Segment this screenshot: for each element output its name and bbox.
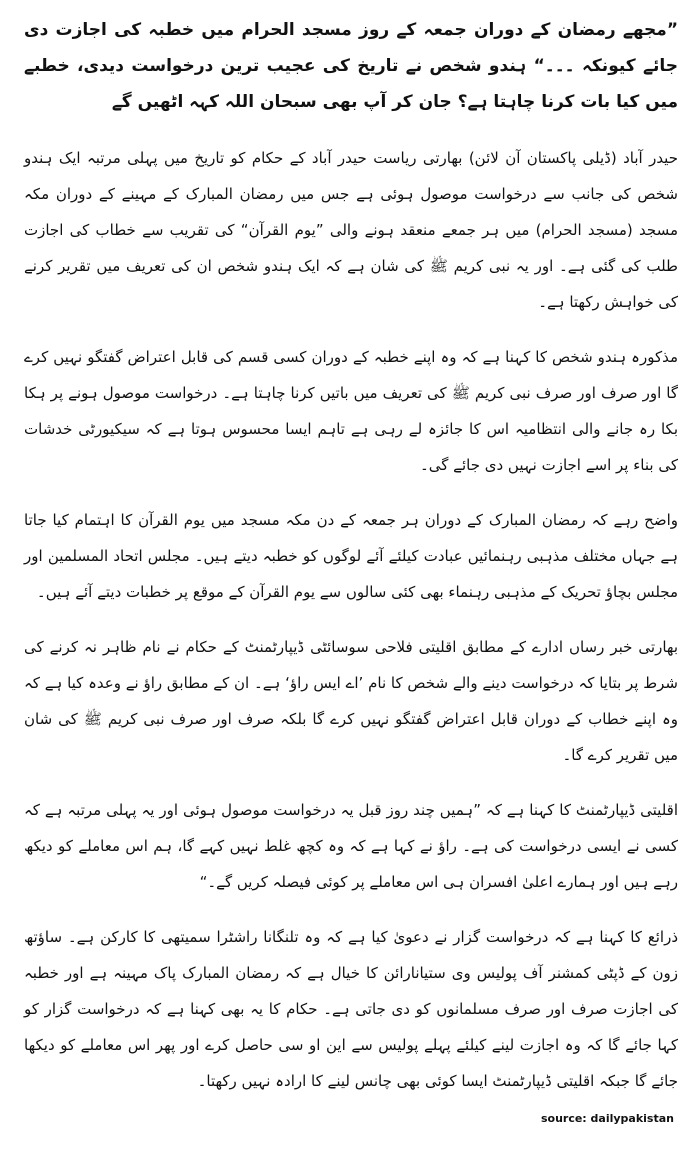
article-paragraph: بھارتی خبر رساں ادارے کے مطابق اقلیتی فلاحی سوسائٹی ڈیپارٹمنٹ کے حکام نے نام ظاہر نہ کرنے کی شرط پر بتایا کہ درخواست دینے والے شخص کا نام ’اے ایس راؤ‘ ہے۔ ان کے مطابق راؤ نے وعدہ کیا ہے کہ وہ اپنے خطاب کے دوران قابل اعتراض گفتگو نہیں کرے گا بلکہ صرف اور صرف نبی کریم ﷺ کی شان میں تقریر کرے گا۔ <box>24 638 678 764</box>
article-paragraph: اقلیتی ڈیپارٹمنٹ کا کہنا ہے کہ ”ہمیں چند روز قبل یہ درخواست موصول ہوئی اور یہ پہلی مرتبہ ہے کہ کسی نے ایسی درخواست کی ہے۔ راؤ نے کہا ہے کہ وہ کچھ غلط نہیں کہے گا، ہم اس معاملے کو دیکھ رہے ہیں اور ہمارے اعلیٰ افسران ہی اس معاملے پر کوئی فیصلہ کریں گے۔“ <box>24 801 678 891</box>
article-headline: ”مجھے رمضان کے دوران جمعہ کے روز مسجد الحرام میں خطبہ کی اجازت دی جائے کیونکہ ۔۔۔“ ہندو شخص نے تاریخ کی عجیب ترین درخواست دیدی، خطبے میں کیا بات کرنا چاہتا ہے؟ جان کر آپ بھی سبحان اللہ کہہ اٹھیں گے <box>24 20 678 112</box>
article-paragraph: مذکورہ ہندو شخص کا کہنا ہے کہ وہ اپنے خطبہ کے دوران کسی قسم کی قابل اعتراض گفتگو نہیں کرے گا اور صرف اور صرف نبی کریم ﷺ کی تعریف میں باتیں کرنا چاہتا ہے۔ درخواست موصول ہونے پر ہکا بکا رہ جانے والی انتظامیہ اس کا جائزہ لے رہی ہے تاہم ایسا محسوس ہوتا ہے کہ سیکیورٹی خدشات کی بناء پر اسے اجازت نہیں دی جائے گی۔ <box>24 348 678 474</box>
article-paragraph: حیدر آباد (ڈیلی پاکستان آن لائن) بھارتی ریاست حیدر آباد کے حکام کو تاریخ میں پہلی مرتبہ ایک ہندو شخص کی جانب سے درخواست موصول ہوئی ہے جس میں رمضان المبارک کے مہینے کے دوران مکہ مسجد (مسجد الحرام) میں ہر جمعے منعقد ہونے والی ”یوم القرآن“ کی تقریب سے خطاب کی اجازت طلب کی گئی ہے۔ اور یہ نبی کریم ﷺ کی شان ہے کہ ایک ہندو شخص ان کی تعریف میں تقریر کرنے کی خواہش رکھتا ہے۔ <box>24 149 678 311</box>
article-paragraph: واضح رہے کہ رمضان المبارک کے دوران ہر جمعہ کے دن مکہ مسجد میں یوم القرآن کا اہتمام کیا جاتا ہے جہاں مختلف مذہبی رہنمائیں عبادت کیلئے آئے لوگوں کو خطبہ دیتے ہیں۔ مجلس اتحاد المسلمین اور مجلس بچاؤ تحریک کے مذہبی رہنماء بھی کئی سالوں سے یوم القرآن کے موقع پر خطبات دیتے آئے ہیں۔ <box>24 511 678 601</box>
article-paragraph: ذرائع کا کہنا ہے کہ درخواست گزار نے دعویٰ کیا ہے کہ وہ تلنگانا راشٹرا سمیتھی کا کارکن ہے۔ ساؤتھ زون کے ڈپٹی کمشنر آف پولیس وی ستیانارائن کا خیال ہے کہ رمضان المبارک پاک مہینہ ہے اور خطبہ کی اجازت صرف اور صرف مسلمانوں کو دی جاتی ہے۔ حکام کا یہ بھی کہنا ہے کہ درخواست گزار کو کہا جائے گا کہ وہ اجازت لینے کیلئے پہلے پولیس سے این او سی حاصل کرے اور پھر اس معاملے کو دیکھا جائے گا جبکہ اقلیتی ڈیپارٹمنٹ ایسا کوئی بھی چانس لینے کا ارادہ نہیں رکھتا۔ <box>24 928 678 1090</box>
source-credit: source: dailypakistan <box>540 1112 674 1125</box>
